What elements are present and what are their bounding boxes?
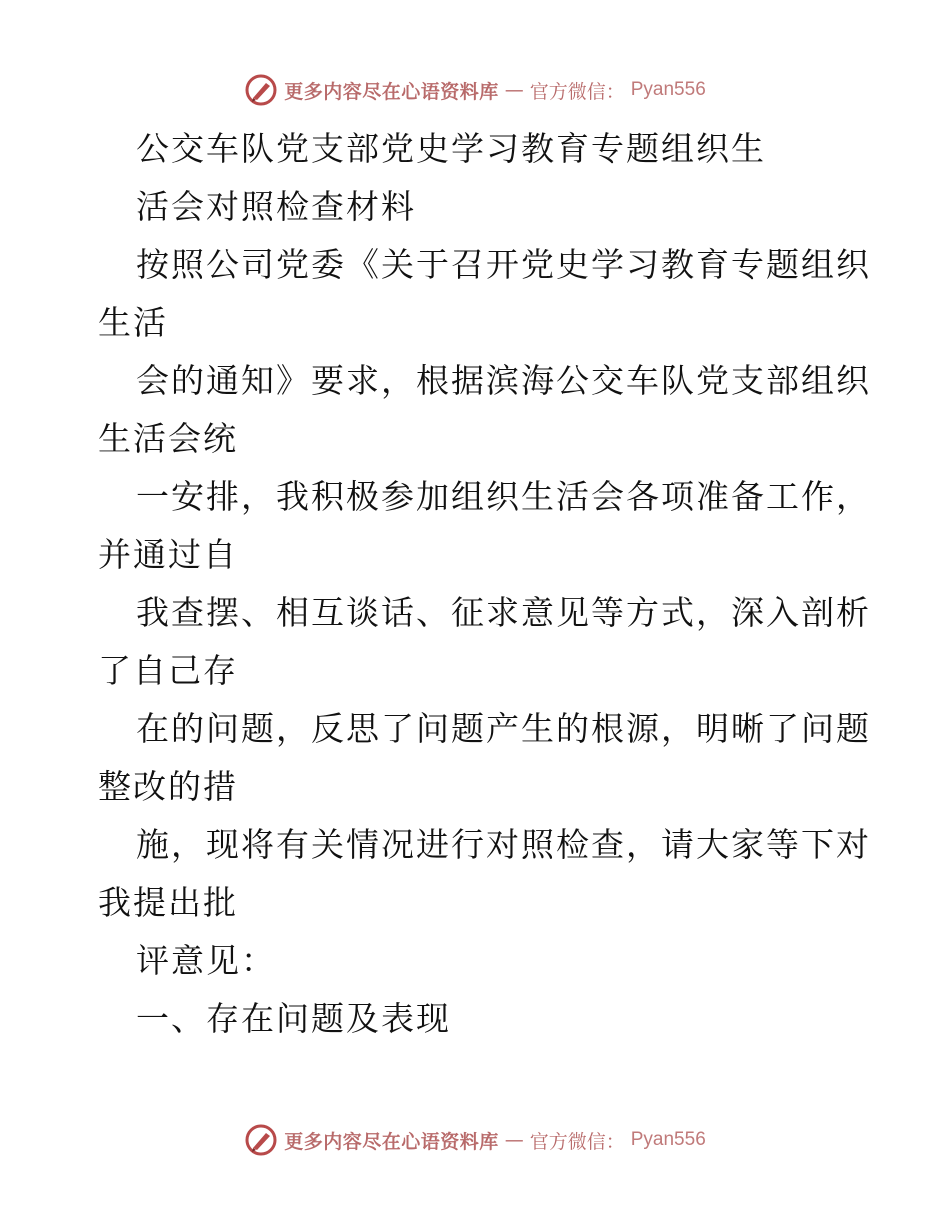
- paragraph-line: 会的通知》要求，根据滨海公交车队党支部组织: [136, 361, 871, 400]
- paragraph-line: 在的问题，反思了问题产生的根源，明晰了问题: [136, 709, 871, 748]
- watermark-banner-top: [0, 70, 950, 110]
- paragraph-line: 我查摆、相互谈话、征求意见等方式，深入剖析: [136, 593, 871, 632]
- document-title-line-1: 公交车队党支部党史学习教育专题组织生: [136, 129, 766, 168]
- watermark-wechat-id: Pyan556: [630, 1129, 706, 1150]
- watermark-wechat-label: 官方微信：: [529, 80, 625, 103]
- watermark-separator: —: [504, 79, 524, 101]
- paragraph-line: 了自己存: [98, 651, 238, 690]
- document-body: [98, 120, 871, 1048]
- watermark-wechat-label: 官方微信：: [529, 1130, 625, 1153]
- watermark-separator: —: [504, 1129, 524, 1151]
- paragraph-line: 评意见：: [136, 941, 276, 980]
- paragraph-line: 施，现将有关情况进行对照检查，请大家等下对: [136, 825, 871, 864]
- paragraph-line: 整改的措: [98, 767, 238, 806]
- pen-logo-icon: [244, 73, 278, 107]
- paragraph-line: 一安排，我积极参加组织生活会各项准备工作，: [136, 477, 871, 516]
- document-title-line-2: 活会对照检查材料: [136, 187, 416, 226]
- paragraph-line: 生活会统: [98, 419, 238, 458]
- watermark-banner-bottom: [0, 1120, 950, 1160]
- watermark-text: 更多内容尽在心语资料库: [284, 1130, 499, 1153]
- watermark-wechat-id: Pyan556: [630, 79, 706, 100]
- section-heading: 一、存在问题及表现: [136, 999, 451, 1038]
- paragraph-line: 并通过自: [98, 535, 238, 574]
- paragraph-line: 生活: [98, 303, 168, 342]
- pen-logo-icon: [244, 1123, 278, 1157]
- watermark-text: 更多内容尽在心语资料库: [284, 80, 499, 103]
- paragraph-line: 我提出批: [98, 883, 238, 922]
- paragraph-line: 按照公司党委《关于召开党史学习教育专题组织: [136, 245, 871, 284]
